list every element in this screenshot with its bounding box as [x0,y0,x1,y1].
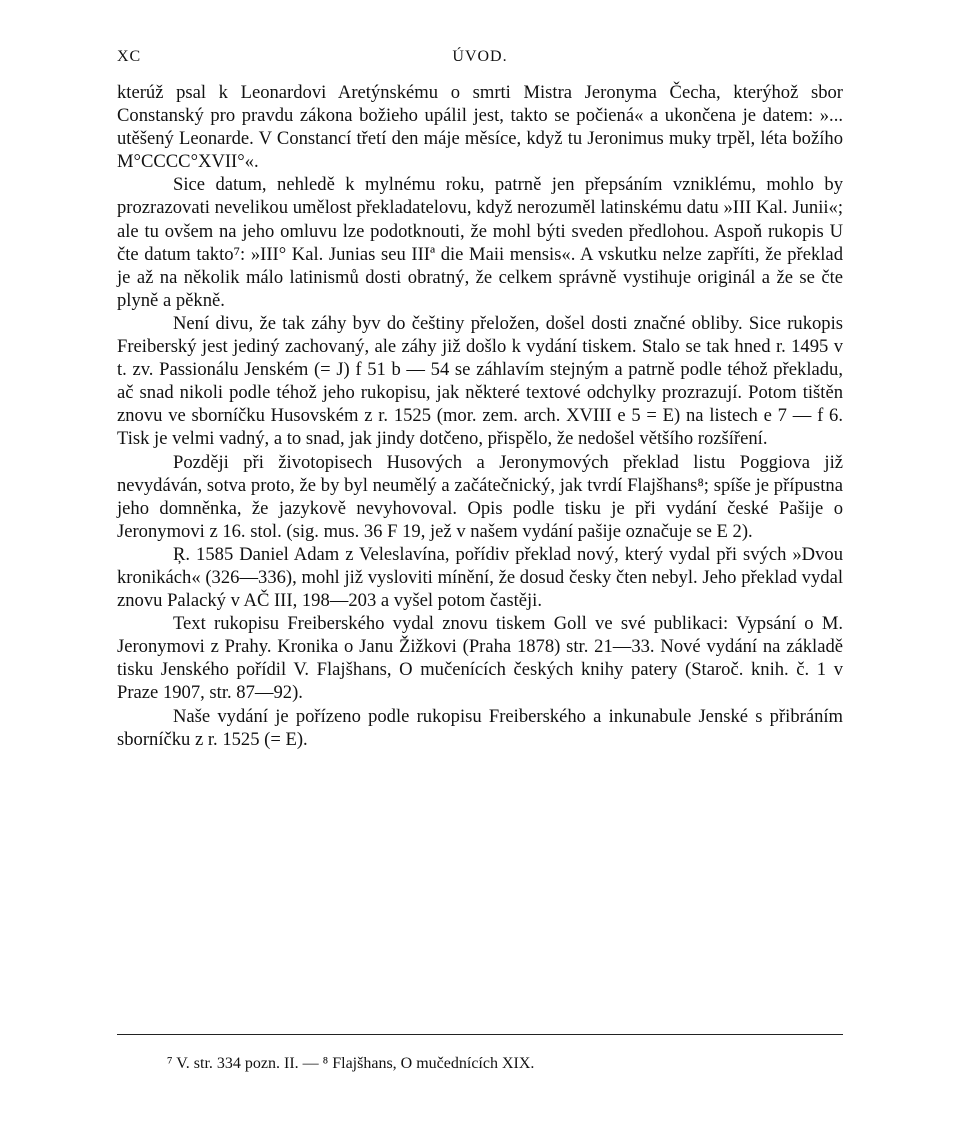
paragraph-6: Text rukopisu Freiberského vydal znovu tiskem Goll ve své publikaci: Vypsání o M. Jeronymovi z Prahy. Kronika o Janu Žižkovi (Praha 1878) str. 21—33. Nové vydání na základě tisku Jenského pořídil V. Flajšhans, O mučenících českých knihy patery (Staroč. knih. č. 1 v Praze 1907, str. 87—92). [117,613,843,704]
paragraph-4: Později při životopisech Husových a Jeronymových překlad listu Poggiova již nevydáván, sotva proto, že by byl neumělý a začátečnický, jak tvrdí Flajšhans⁸; spíše je přípustna jeho domněnka, že jazykově nevyhovoval. Opis podle tisku je při vydání české Pašije o Jeronymovi z 16. stol. (sig. mus. 36 F 19, jež v našem vydání pašije označuje se E 2). [117,451,843,542]
footnotes [167,1054,787,1074]
paragraph-3: Není divu, že tak záhy byv do češtiny přeložen, došel dosti značné obliby. Sice rukopis Freiberský jest jediný zachovaný, ale záhy již došlo k vydání tiskem. Stalo se tak hned r. 1495 v t. zv. Passionálu Jenském (= J) f 51 b — 54 se záhlavím stejným a patrně podle téhož překladu, ač snad nikoli podle téhož jeho rukopisu, jak některé textové odchylky prozrazují. Potom tištěn znovu ve sborníčku Husovském z r. 1525 (mor. zem. arch. XVIII e 5 = E) na listech e 7 — f 6. Tisk je velmi vadný, a to snad, jak jindy dotčeno, přispělo, že nedošel většího rozšíření. [117,312,843,450]
paragraph-5: Ŗ. 1585 Daniel Adam z Veleslavína, pořídiv překlad nový, který vydal při svých »Dvou kronikách« (326—336), mohl již vysloviti mínění, že dosud česky čten nebyl. Jeho překlad vydal znovu Palacký v AČ III, 198—203 a vyšel potom častěji. [117,543,843,612]
section-title: ÚVOD. [452,48,508,65]
paragraph-7: Naše vydání je pořízeno podle rukopisu Freiberského a inkunabule Jenské s přibráním sborníčku z r. 1525 (= E). [117,705,843,750]
body-text [117,81,843,751]
footnote-text: ⁷ V. str. 334 pozn. II. — ⁸ Flajšhans, O mučednících XIX. [167,1055,535,1072]
paragraph-1: kterúž psal k Leonardovi Aretýnskému o smrti Mistra Jeronyma Čecha, kterýhož sbor Constanský pro pravdu zákona božieho upálil jest, takto se počiená« a ukončena je datem: »... utěšený Leonarde. V Constancí třetí den máje měsíce, když tu Jeronimus muky trpěl, léta božího M°CCCC°XVII°«. [117,82,843,173]
running-head [117,48,843,72]
footnote-divider [117,1034,843,1035]
page-number: XC [117,48,142,65]
document-page [117,0,843,1148]
paragraph-2: Sice datum, nehledě k mylnému roku, patrně jen přepsáním vzniklému, mohlo by prozrazovati nevelikou umělost překladatelovu, když nerozuměl latinskému datu »III Kal. Junii«; ale tu ovšem na jeho omluvu lze podotknouti, že mohl býti sveden předlohou. Aspoň rukopis U čte datum takto⁷: »III° Kal. Junias seu IIIª die Maii mensis«. A vskutku nelze zapříti, že překlad je až na několik málo latinismů dosti obratný, že celkem správně vystihuje originál a že se čte plyně a pěkně. [117,174,843,311]
